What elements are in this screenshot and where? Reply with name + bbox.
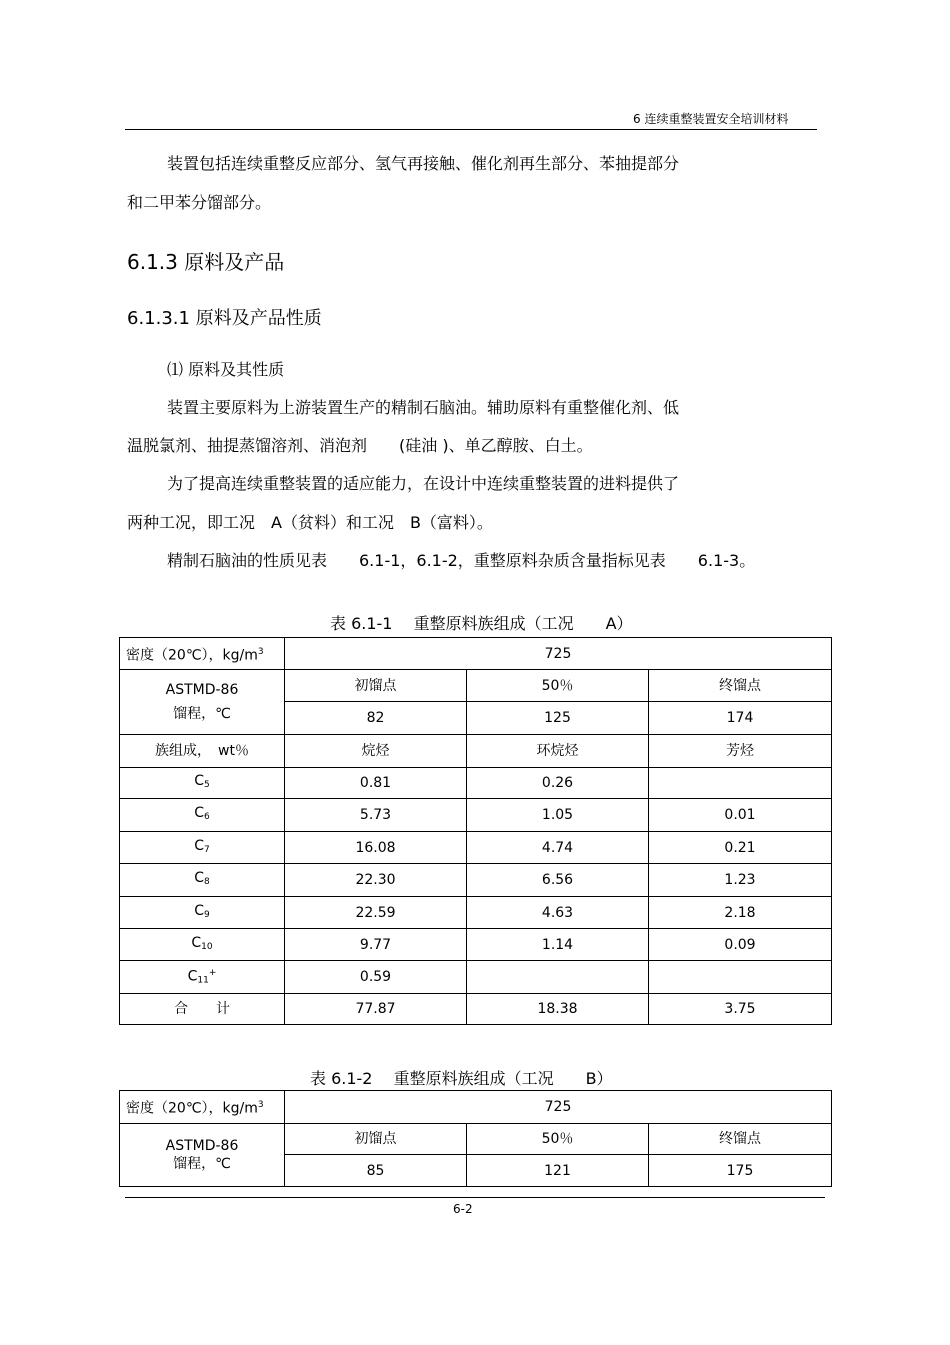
astm-value: 85 xyxy=(285,1155,467,1187)
group-header: 环烷烃 xyxy=(467,735,649,768)
table-cell: 1.05 xyxy=(467,799,649,832)
table-cell: 1.14 xyxy=(467,929,649,961)
table-row xyxy=(120,799,832,832)
table-cell: 0.21 xyxy=(649,832,832,864)
astm-value: 175 xyxy=(649,1155,832,1187)
total-value: 77.87 xyxy=(285,994,467,1025)
paragraph-4-line-1: 精制石脑油的性质见表 6.1-1，6.1-2，重整原料杂质含量指标见表 6.1-3。 xyxy=(167,551,756,570)
table-cell: 0.81 xyxy=(285,768,467,799)
total-value: 18.38 xyxy=(467,994,649,1025)
header-rule xyxy=(125,129,817,130)
paragraph-2-line-2: 温脱氯剂、抽提蒸馏溶剂、消泡剂 (硅油 )、单乙醇胺、白土。 xyxy=(127,436,593,455)
astm-value: 174 xyxy=(649,702,832,735)
carbon-label: $C_8$ xyxy=(120,864,285,897)
page-number: 6-2 xyxy=(453,1202,473,1216)
table-cell xyxy=(649,961,832,994)
astm-label: ASTMD-86 馏程，℃ xyxy=(120,670,285,735)
astm-header: 初馏点 xyxy=(285,670,467,702)
astm-header: 50％ xyxy=(467,1124,649,1155)
total-value: 3.75 xyxy=(649,994,832,1025)
table-cell: 0.59 xyxy=(285,961,467,994)
section-heading-6-1-3-1: 6.1.3.1 原料及产品性质 xyxy=(127,308,322,329)
table-cell: 16.08 xyxy=(285,832,467,864)
table-cell: 0.09 xyxy=(649,929,832,961)
density-label: 密度（20℃），$kg/m^3$ xyxy=(120,1091,285,1124)
table-cell: 5.73 xyxy=(285,799,467,832)
table-cell: 4.63 xyxy=(467,897,649,929)
table-cell: 6.56 xyxy=(467,864,649,897)
astm-value: 82 xyxy=(285,702,467,735)
table-1-caption: 表 6.1-1 重整原料族组成（工况 A） xyxy=(330,614,633,633)
table-row xyxy=(120,864,832,897)
table-row xyxy=(120,768,832,799)
group-header: 芳烃 xyxy=(649,735,832,768)
paragraph-1-line-1: 装置包括连续重整反应部分、氢气再接触、催化剂再生部分、苯抽提部分 xyxy=(167,154,680,173)
table-cell: 1.23 xyxy=(649,864,832,897)
running-header: 6 连续重整装置安全培训材料 xyxy=(633,112,789,126)
group-header: 烷烃 xyxy=(285,735,467,768)
density-value: 725 xyxy=(285,638,832,670)
table-2 xyxy=(119,1090,832,1187)
table-cell: 0.01 xyxy=(649,799,832,832)
carbon-label: $C_{11}^+$ xyxy=(120,961,285,994)
table-cell xyxy=(649,768,832,799)
astm-header: 初馏点 xyxy=(285,1124,467,1155)
list-item-1: ⑴ 原料及其性质 xyxy=(167,360,285,379)
carbon-label: $C_5$ xyxy=(120,768,285,799)
astm-header: 终馏点 xyxy=(649,670,832,702)
astm-value: 121 xyxy=(467,1155,649,1187)
astm-header: 50％ xyxy=(467,670,649,702)
table-cell: 22.59 xyxy=(285,897,467,929)
table-cell: 0.26 xyxy=(467,768,649,799)
table-cell: 9.77 xyxy=(285,929,467,961)
density-value: 725 xyxy=(285,1091,832,1124)
table-row xyxy=(120,832,832,864)
carbon-label: $C_6$ xyxy=(120,799,285,832)
paragraph-2-line-1: 装置主要原料为上游装置生产的精制石脑油。辅助原料有重整催化剂、低 xyxy=(167,398,680,417)
table-cell: 2.18 xyxy=(649,897,832,929)
carbon-label: $C_7$ xyxy=(120,832,285,864)
table-row xyxy=(120,929,832,961)
paragraph-3-line-1: 为了提高连续重整装置的适应能力，在设计中连续重整装置的进料提供了 xyxy=(167,474,680,493)
section-heading-6-1-3: 6.1.3 原料及产品 xyxy=(127,250,285,274)
carbon-label: $C_9$ xyxy=(120,897,285,929)
astm-label: ASTMD-86 馏程，℃ xyxy=(120,1124,285,1187)
paragraph-1-line-2: 和二甲苯分馏部分。 xyxy=(127,193,272,212)
table-1 xyxy=(119,637,832,1025)
table-cell: 22.30 xyxy=(285,864,467,897)
table-row xyxy=(120,897,832,929)
table-row xyxy=(120,961,832,994)
paragraph-3-line-2: 两种工况，即工况 A（贫料）和工况 B（富料）。 xyxy=(127,513,493,532)
table-2-caption: 表 6.1-2 重整原料族组成（工况 B） xyxy=(310,1069,613,1088)
total-row xyxy=(120,994,832,1025)
total-label: 合 计 xyxy=(120,994,285,1025)
astm-header: 终馏点 xyxy=(649,1124,832,1155)
footer-rule xyxy=(125,1197,825,1198)
table-cell xyxy=(467,961,649,994)
density-label: 密度（20℃），$kg/m^3$ xyxy=(120,638,285,670)
table-cell: 4.74 xyxy=(467,832,649,864)
astm-value: 125 xyxy=(467,702,649,735)
group-label: 族组成， wt％ xyxy=(120,735,285,768)
carbon-label: $C_{10}$ xyxy=(120,929,285,961)
